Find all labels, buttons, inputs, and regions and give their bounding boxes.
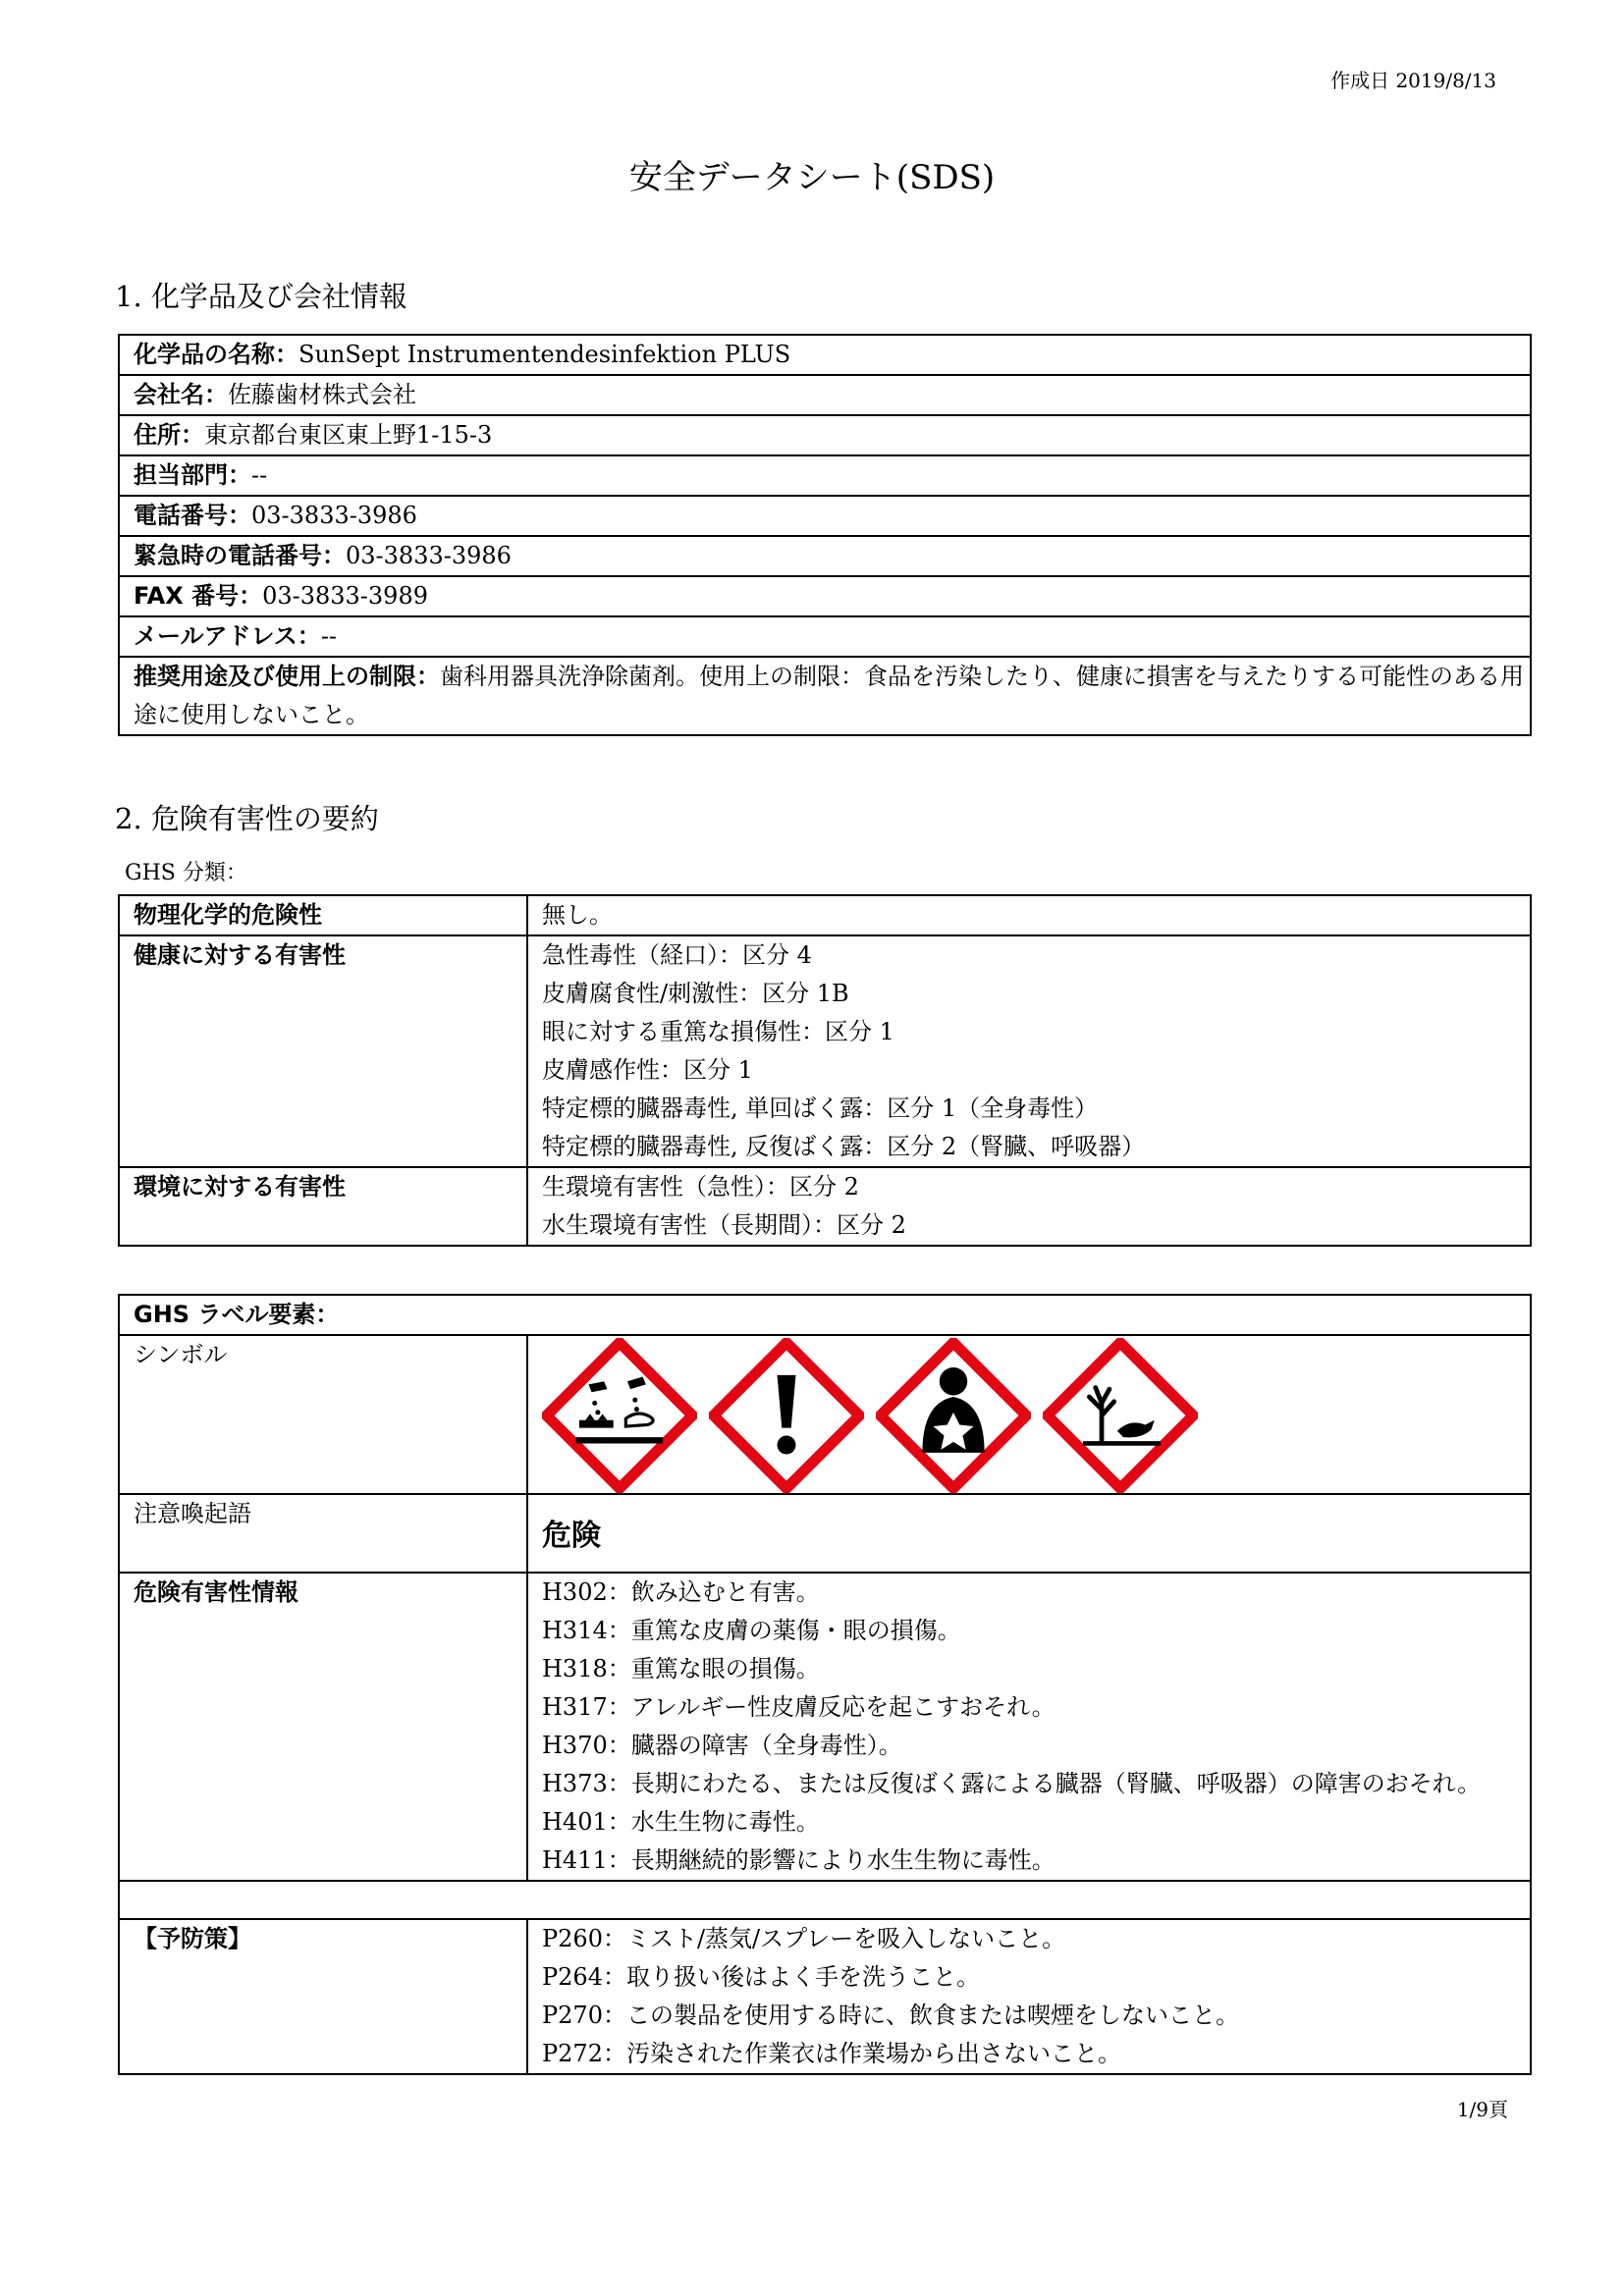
- label-elements-heading: GHS ラベル要素：: [134, 1301, 340, 1328]
- table-row: [119, 415, 1531, 455]
- table-row: [119, 1573, 1531, 1881]
- table-row: [119, 1494, 1531, 1573]
- ghs-classification-label: GHS 分類：: [125, 861, 247, 885]
- signal-word: 危険: [542, 1519, 601, 1553]
- hazard-statement: H370：臓器の障害（全身毒性）。: [542, 1732, 902, 1759]
- table-row: [119, 657, 1531, 735]
- hazard-statement: H318：重篤な眼の損傷。: [542, 1655, 820, 1682]
- empty-row-cell: [119, 1881, 1531, 1919]
- health-hazard-item: 特定標的臓器毒性, 反復ばく露：区分 2（腎臓、呼吸器）: [542, 1133, 1146, 1160]
- hazard-statement: H302：飲み込むと有害。: [542, 1578, 820, 1606]
- table-row: [119, 1167, 1531, 1246]
- ghs-classification-table: [118, 894, 1532, 1247]
- physical-hazard-label: 物理化学的危険性: [134, 901, 322, 929]
- row-key: 緊急時の電話番号：: [134, 542, 346, 569]
- row-key: メールアドレス：: [134, 622, 321, 650]
- prevention-statement: P272：汚染された作業衣は作業場から出さないこと。: [542, 2040, 1121, 2067]
- row-value: 佐藤歯材株式会社: [228, 381, 416, 408]
- table-row: [119, 455, 1531, 496]
- hazard-statement: H317：アレルギー性皮膚反応を起こすおそれ。: [542, 1693, 1056, 1721]
- environment-icon: [1043, 1338, 1198, 1493]
- environmental-hazard-item: 生環境有害性（急性）：区分 2: [542, 1173, 859, 1201]
- section-2-heading: 2. 危険有害性の要約: [115, 802, 379, 835]
- table-row: [119, 1335, 1531, 1494]
- health-hazard-icon: [876, 1338, 1031, 1493]
- corrosion-icon: [542, 1338, 697, 1493]
- health-hazard-label: 健康に対する有害性: [134, 941, 346, 969]
- health-hazard-item: 眼に対する重篤な損傷性：区分 1: [542, 1018, 894, 1045]
- prevention-statement: P270：この製品を使用する時に、飲食または喫煙をしないこと。: [542, 2002, 1239, 2029]
- hazard-statement: H401：水生生物に毒性。: [542, 1808, 820, 1836]
- exclamation-icon: [709, 1338, 864, 1493]
- row-value: 東京都台東区東上野1-15-3: [204, 421, 493, 449]
- row-value: SunSept Instrumentendesinfektion PLUS: [298, 341, 791, 368]
- row-value: 03-3833-3986: [251, 502, 417, 529]
- table-row: [119, 335, 1531, 375]
- table-row: [119, 616, 1531, 657]
- table-row: [119, 1919, 1531, 2074]
- row-key: 住所：: [134, 421, 204, 449]
- health-hazard-item: 皮膚感作性：区分 1: [542, 1056, 753, 1084]
- hazard-statement: H373：長期にわたる、または反復ばく露による臓器（腎臓、呼吸器）の障害のおそれ。: [542, 1770, 1482, 1797]
- document-title: 安全データシート(SDS): [628, 158, 996, 197]
- prevention-statement: P260：ミスト/蒸気/スプレーを吸入しないこと。: [542, 1925, 1066, 1952]
- prevention-statement: P264：取り扱い後はよく手を洗うこと。: [542, 1963, 980, 1991]
- row-key: 会社名：: [134, 381, 228, 408]
- hazard-statements-label: 危険有害性情報: [134, 1578, 298, 1606]
- row-key: 担当部門：: [134, 461, 251, 489]
- row-key: 電話番号：: [134, 502, 251, 529]
- physical-hazard-value: 無し。: [542, 901, 613, 929]
- table-row: [119, 375, 1531, 415]
- environmental-hazard-label: 環境に対する有害性: [134, 1173, 346, 1201]
- page-number: 1/9頁: [1456, 2098, 1508, 2121]
- hazard-statement: H314：重篤な皮膚の薬傷・眼の損傷。: [542, 1617, 961, 1644]
- row-value: 03-3833-3986: [346, 542, 512, 569]
- row-value: 03-3833-3989: [262, 582, 428, 610]
- health-hazard-item: 特定標的臓器毒性, 単回ばく露：区分 1（全身毒性）: [542, 1095, 1099, 1122]
- symbol-label: シンボル: [134, 1341, 228, 1368]
- table-row: [119, 1881, 1531, 1919]
- row-key: FAX 番号：: [134, 582, 263, 610]
- health-hazard-item: 急性毒性（経口）：区分 4: [542, 941, 812, 969]
- created-date: 作成日 2019/8/13: [1330, 69, 1496, 92]
- table-row: [119, 576, 1531, 616]
- row-key: 推奨用途及び使用上の制限：: [134, 663, 440, 690]
- row-value: --: [251, 461, 268, 489]
- row-key: 化学品の名称：: [134, 341, 298, 368]
- company-info-table: [118, 334, 1532, 736]
- ghs-label-elements-table: [118, 1294, 1532, 2075]
- section-1-heading: 1. 化学品及び会社情報: [115, 280, 407, 313]
- prevention-label: 【予防策】: [134, 1925, 251, 1952]
- table-row: [119, 496, 1531, 536]
- table-row: [119, 536, 1531, 576]
- signal-word-label: 注意喚起語: [134, 1500, 251, 1527]
- environmental-hazard-item: 水生環境有害性（長期間）：区分 2: [542, 1211, 906, 1239]
- table-row: [119, 1295, 1531, 1335]
- table-row: [119, 935, 1531, 1167]
- table-row: [119, 895, 1531, 935]
- row-value: --: [320, 622, 338, 650]
- health-hazard-item: 皮膚腐食性/刺激性：区分 1B: [542, 980, 849, 1007]
- pictogram-list: [542, 1336, 1530, 1493]
- row-value: 歯科用器具洗浄除菌剤。使用上の制限：食品を汚染したり、健康に損害を与えたりする可能性のある用途に使用しないこと。: [134, 663, 1524, 728]
- hazard-statement: H411：長期継続的影響により水生生物に毒性。: [542, 1846, 1056, 1874]
